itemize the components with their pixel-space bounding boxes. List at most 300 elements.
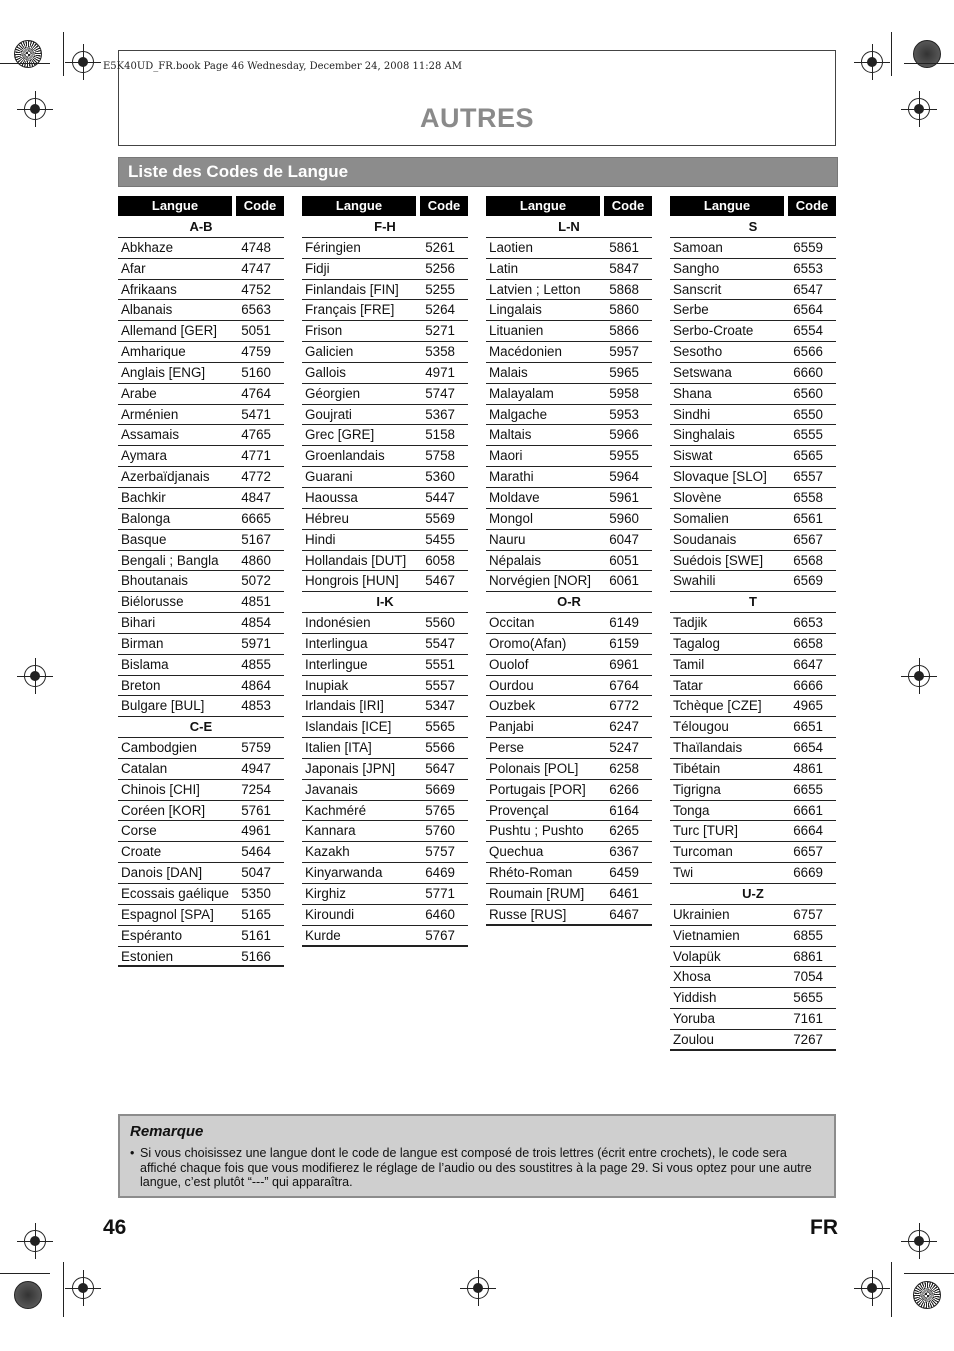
- table-row: [118, 530, 284, 551]
- language-name: Kannara: [305, 823, 356, 839]
- language-code: 5759: [241, 740, 271, 756]
- header-code: Code: [420, 196, 468, 216]
- registration-target-bl2: [72, 1277, 94, 1299]
- table-row: [670, 613, 836, 634]
- language-name: Yiddish: [673, 990, 717, 1006]
- language-code: 6669: [793, 865, 823, 881]
- language-code: 5247: [609, 740, 639, 756]
- registration-target-mr: [908, 665, 930, 687]
- language-code: 6861: [793, 948, 823, 964]
- language-name: Macédonien: [489, 344, 562, 360]
- table-row: [118, 467, 284, 488]
- language-name: Guarani: [305, 469, 353, 485]
- header-code: Code: [236, 196, 284, 216]
- table-row: [486, 676, 652, 697]
- language-code: 7267: [793, 1031, 823, 1047]
- language-code: 6164: [609, 802, 639, 818]
- table-row: [670, 988, 836, 1009]
- language-code: 4764: [241, 385, 271, 401]
- registration-target-tl2: [24, 98, 46, 120]
- table-row: [670, 446, 836, 467]
- table-row: [118, 259, 284, 280]
- language-code: 6149: [609, 615, 639, 631]
- language-code: 7254: [241, 781, 271, 797]
- language-name: Biélorusse: [121, 594, 184, 610]
- crop-line: [904, 1273, 954, 1274]
- header-language: Langue: [670, 196, 784, 216]
- language-code: 5861: [609, 239, 639, 255]
- language-name: Serbo-Croate: [673, 323, 754, 339]
- table-row: [670, 634, 836, 655]
- language-code: 7161: [793, 1011, 823, 1027]
- table-header: [670, 196, 836, 216]
- language-name: Finlandais [FIN]: [305, 281, 399, 297]
- language-code: 5760: [425, 823, 455, 839]
- language-name: Norvégien [NOR]: [489, 573, 591, 589]
- table-row: [486, 717, 652, 738]
- language-code: 6560: [793, 385, 823, 401]
- language-name: Panjabi: [489, 719, 534, 735]
- note-bullet: •: [130, 1146, 135, 1160]
- language-code: 5955: [609, 448, 639, 464]
- table-row: [486, 425, 652, 446]
- language-name: Roumain [RUM]: [489, 886, 585, 901]
- language-name: Chinois [CHI]: [121, 781, 200, 797]
- language-name: Ecossais gaélique: [121, 886, 229, 901]
- table-row: [118, 884, 284, 905]
- table-row: [670, 738, 836, 759]
- registration-target-tr1: [861, 51, 883, 73]
- language-name: Malais: [489, 364, 528, 380]
- language-code: 4747: [241, 260, 271, 276]
- registration-target-bc: [467, 1277, 489, 1299]
- language-code: 4947: [241, 760, 271, 776]
- crop-line: [0, 63, 50, 64]
- language-code: 6772: [609, 698, 639, 714]
- language-name: Samoan: [673, 239, 723, 255]
- language-code: 4772: [241, 469, 271, 485]
- table-row: [486, 384, 652, 405]
- language-code: 6047: [609, 531, 639, 547]
- language-name: Corse: [121, 823, 157, 839]
- language-code: 5464: [241, 844, 271, 860]
- language-name: Allemand [GER]: [121, 323, 218, 339]
- language-code: 5767: [425, 927, 455, 943]
- table-row: [486, 905, 652, 926]
- language-code: 6660: [793, 364, 823, 380]
- language-name: Swahili: [673, 573, 716, 589]
- language-code: 5747: [425, 385, 455, 401]
- language-name: Bulgare [BUL]: [121, 698, 205, 714]
- table-row: [302, 759, 468, 780]
- language-name: Vietnamien: [673, 927, 740, 943]
- note-text: Si vous choisissez une langue dont le code de langue est composé de trois lettres (écrit entre crochets), le code sera affiché chaque fois que vous modifierez le réglage de l’audio ou des soustitres à la page 29. Si vous optez pour une autre langue, c’est plutôt “---” qui apparaîtra.: [140, 1146, 812, 1189]
- table-row: [670, 905, 836, 926]
- table-row: [302, 280, 468, 301]
- language-name: Yoruba: [673, 1011, 715, 1027]
- language-name: Anglais [ENG]: [121, 364, 206, 380]
- language-name: Hollandais [DUT]: [305, 552, 407, 568]
- language-code: 6764: [609, 677, 639, 693]
- language-code: 4771: [241, 448, 271, 464]
- language-name: Ouzbek: [489, 698, 536, 714]
- note-title: Remarque: [130, 1123, 204, 1140]
- language-code: 4971: [425, 364, 455, 380]
- table-row: [486, 467, 652, 488]
- group-heading: F-H: [302, 217, 468, 238]
- table-row: [670, 759, 836, 780]
- language-name: Galicien: [305, 344, 354, 360]
- language-name: Moldave: [489, 489, 540, 505]
- language-code: 6561: [793, 510, 823, 526]
- language-code: 6367: [609, 844, 639, 860]
- language-code: 6855: [793, 927, 823, 943]
- page-number: 46: [103, 1216, 127, 1239]
- language-code: 6547: [793, 281, 823, 297]
- language-code: 4765: [241, 427, 271, 443]
- table-row: [302, 530, 468, 551]
- language-name: Javanais: [305, 781, 358, 797]
- language-code: 5358: [425, 344, 455, 360]
- table-row: [118, 947, 284, 968]
- language-code: 6563: [241, 302, 271, 318]
- table-row: [118, 801, 284, 822]
- language-name: Nauru: [489, 531, 526, 547]
- language-code: 5966: [609, 427, 639, 443]
- table-row: [670, 655, 836, 676]
- table-row: [486, 634, 652, 655]
- language-code: 5960: [609, 510, 639, 526]
- language-code: 6757: [793, 906, 823, 922]
- language-code: 5367: [425, 406, 455, 422]
- language-name: Hindi: [305, 531, 336, 547]
- language-name: Danois [DAN]: [121, 865, 203, 881]
- table-row: [670, 509, 836, 530]
- language-name: Tagalog: [673, 635, 720, 651]
- table-row: [486, 259, 652, 280]
- table-row: [302, 676, 468, 697]
- language-code: 5560: [425, 615, 455, 631]
- crop-line: [0, 1273, 50, 1274]
- language-name: Ouolof: [489, 656, 529, 672]
- table-row: [670, 425, 836, 446]
- table-row: [486, 863, 652, 884]
- language-code: 4864: [241, 677, 271, 693]
- language-code: 6058: [425, 552, 455, 568]
- table-row: [118, 551, 284, 572]
- language-code: 4752: [241, 281, 271, 297]
- language-code: 6655: [793, 781, 823, 797]
- language-code: 5467: [425, 573, 455, 589]
- language-code: 6265: [609, 823, 639, 839]
- language-code: 4965: [793, 698, 823, 714]
- header-language: Langue: [486, 196, 600, 216]
- table-row: [118, 509, 284, 530]
- registration-target-ml: [24, 665, 46, 687]
- language-code: 6565: [793, 448, 823, 464]
- table-row: [670, 571, 836, 592]
- language-name: Arménien: [121, 406, 179, 422]
- table-row: [486, 405, 652, 426]
- table-row: [118, 759, 284, 780]
- language-code: 5964: [609, 469, 639, 485]
- table-row: [670, 405, 836, 426]
- table-row: [670, 363, 836, 384]
- language-code: 6459: [609, 865, 639, 881]
- table-row: [670, 384, 836, 405]
- page-title: AUTRES: [419, 103, 534, 133]
- group-heading: S: [670, 217, 836, 238]
- group-heading: O-R: [486, 592, 652, 613]
- language-code: 5047: [241, 865, 271, 881]
- table-row: [670, 1009, 836, 1030]
- language-name: Zoulou: [673, 1031, 714, 1047]
- registration-target-br2: [861, 1277, 883, 1299]
- language-code: 6664: [793, 823, 823, 839]
- language-code: 5447: [425, 489, 455, 505]
- language-code: 5271: [425, 323, 455, 339]
- language-code: 5161: [241, 927, 271, 943]
- group-heading: I-K: [302, 592, 468, 613]
- language-name: Tonga: [673, 802, 710, 818]
- language-name: Tibétain: [673, 760, 721, 776]
- table-row: [670, 801, 836, 822]
- language-name: Tigrigna: [673, 781, 721, 797]
- table-row: [118, 321, 284, 342]
- language-code: 6558: [793, 489, 823, 505]
- table-row: [670, 696, 836, 717]
- language-name: Télougou: [673, 719, 729, 735]
- language-name: Féringien: [305, 239, 361, 255]
- note-box: [118, 1114, 836, 1198]
- language-code: 6557: [793, 469, 823, 485]
- language-name: Espéranto: [121, 927, 183, 943]
- language-code: 4759: [241, 344, 271, 360]
- language-name: Turcoman: [673, 844, 733, 860]
- language-code: 6564: [793, 302, 823, 318]
- page-language: FR: [810, 1216, 838, 1239]
- table-row: [670, 717, 836, 738]
- language-name: Turc [TUR]: [673, 823, 738, 839]
- language-name: Serbe: [673, 302, 709, 318]
- language-name: Slovaque [SLO]: [673, 469, 767, 485]
- table-row: [486, 842, 652, 863]
- header-code: Code: [604, 196, 652, 216]
- language-code: 5847: [609, 260, 639, 276]
- registration-star-bottom-left: [14, 1281, 42, 1309]
- language-name: Balonga: [121, 510, 171, 526]
- language-name: Bachkir: [121, 489, 166, 505]
- language-code: 5455: [425, 531, 455, 547]
- language-name: Japonais [JPN]: [305, 760, 396, 776]
- language-code: 5471: [241, 406, 271, 422]
- language-name: Arabe: [121, 385, 157, 401]
- language-name: Lituanien: [489, 323, 544, 339]
- language-name: Portugais [POR]: [489, 781, 586, 797]
- table-row: [670, 1030, 836, 1051]
- language-code: 6651: [793, 719, 823, 735]
- table-row: [670, 551, 836, 572]
- language-name: Kurde: [305, 927, 341, 943]
- language-code: 5165: [241, 906, 271, 922]
- registration-target-br1: [908, 1230, 930, 1252]
- language-code: 6666: [793, 677, 823, 693]
- language-name: Perse: [489, 740, 524, 756]
- language-code: 4748: [241, 239, 271, 255]
- table-row: [118, 613, 284, 634]
- table-row: [118, 342, 284, 363]
- table-row: [486, 446, 652, 467]
- language-name: Azerbaïdjanais: [121, 469, 210, 485]
- language-code: 6665: [241, 510, 271, 526]
- language-code: 5347: [425, 698, 455, 714]
- language-code: 6555: [793, 427, 823, 443]
- language-name: Kinyarwanda: [305, 865, 383, 881]
- language-name: Inupiak: [305, 677, 349, 693]
- language-code: 6559: [793, 239, 823, 255]
- language-code: 6654: [793, 740, 823, 756]
- table-row: [302, 801, 468, 822]
- language-name: Abkhaze: [121, 239, 174, 255]
- language-code: 5261: [425, 239, 455, 255]
- table-row: [302, 467, 468, 488]
- language-code: 4861: [793, 760, 823, 776]
- section-title: Liste des Codes de Langue: [128, 162, 349, 181]
- language-name: Setswana: [673, 364, 732, 380]
- table-row: [302, 738, 468, 759]
- language-name: Polonais [POL]: [489, 760, 579, 776]
- table-row: [302, 655, 468, 676]
- language-name: Russe [RUS]: [489, 906, 567, 922]
- language-name: Espagnol [SPA]: [121, 906, 214, 922]
- language-code: 5765: [425, 802, 455, 818]
- table-row: [486, 530, 652, 551]
- crop-line: [63, 32, 64, 76]
- language-name: Afar: [121, 260, 146, 276]
- language-code: 6661: [793, 802, 823, 818]
- table-row: [302, 780, 468, 801]
- table-row: [486, 280, 652, 301]
- table-row: [486, 801, 652, 822]
- table-row: [118, 738, 284, 759]
- table-row: [670, 842, 836, 863]
- language-code: 5868: [609, 281, 639, 297]
- language-name: Hongrois [HUN]: [305, 573, 399, 589]
- table-row: [302, 884, 468, 905]
- crop-line: [63, 1262, 64, 1317]
- language-name: Quechua: [489, 844, 544, 860]
- language-code: 6247: [609, 719, 639, 735]
- table-row: [118, 446, 284, 467]
- language-name: Kazakh: [305, 844, 350, 860]
- table-row: [302, 717, 468, 738]
- language-name: Maltais: [489, 427, 532, 443]
- registration-target-tl1: [72, 51, 94, 73]
- language-code: 5958: [609, 385, 639, 401]
- table-row: [670, 300, 836, 321]
- language-name: Hébreu: [305, 510, 349, 526]
- table-row: [118, 571, 284, 592]
- table-row: [486, 300, 652, 321]
- language-code: 5547: [425, 635, 455, 651]
- table-row: [302, 363, 468, 384]
- table-row: [302, 488, 468, 509]
- language-code: 4847: [241, 489, 271, 505]
- table-row: [118, 863, 284, 884]
- section-title-bar: [118, 157, 838, 187]
- language-name: Kirghiz: [305, 886, 346, 901]
- language-name: Interlingua: [305, 635, 368, 651]
- table-row: [670, 321, 836, 342]
- language-name: Thaïlandais: [673, 740, 743, 756]
- table-row: [670, 467, 836, 488]
- language-name: Afrikaans: [121, 281, 177, 297]
- language-name: Latin: [489, 260, 519, 276]
- table-row: [302, 821, 468, 842]
- language-code: 5758: [425, 448, 455, 464]
- language-name: Sanscrit: [673, 281, 722, 297]
- table-row: [302, 446, 468, 467]
- table-row: [302, 696, 468, 717]
- language-name: Coréen [KOR]: [121, 802, 206, 818]
- table-row: [486, 821, 652, 842]
- language-code: 4851: [241, 594, 271, 610]
- language-name: Groenlandais: [305, 448, 385, 464]
- language-code: 6657: [793, 844, 823, 860]
- language-code: 6568: [793, 552, 823, 568]
- language-code: 5167: [241, 531, 271, 547]
- language-table-column-4: [670, 196, 836, 1051]
- table-row: [670, 259, 836, 280]
- table-row: [302, 238, 468, 259]
- crop-line: [891, 32, 892, 76]
- language-name: Indonésien: [305, 615, 371, 631]
- language-name: Malgache: [489, 406, 548, 422]
- language-name: Estonien: [121, 948, 174, 964]
- language-code: 6258: [609, 760, 639, 776]
- language-name: Bihari: [121, 615, 156, 631]
- language-table-column-2: [302, 196, 468, 947]
- table-row: [302, 259, 468, 280]
- table-row: [486, 238, 652, 259]
- language-code: 5360: [425, 469, 455, 485]
- language-name: Croate: [121, 844, 162, 860]
- language-name: Népalais: [489, 552, 542, 568]
- group-heading: L-N: [486, 217, 652, 238]
- language-name: Provençal: [489, 802, 549, 818]
- language-name: Haoussa: [305, 489, 358, 505]
- language-code: 6567: [793, 531, 823, 547]
- language-name: Tchèque [CZE]: [673, 698, 762, 714]
- table-row: [486, 571, 652, 592]
- table-row: [302, 405, 468, 426]
- table-row: [486, 780, 652, 801]
- table-row: [302, 571, 468, 592]
- table-row: [302, 425, 468, 446]
- table-row: [486, 738, 652, 759]
- language-code: 5566: [425, 740, 455, 756]
- language-code: 5072: [241, 573, 271, 589]
- table-row: [670, 863, 836, 884]
- table-row: [118, 821, 284, 842]
- language-name: Rhéto-Roman: [489, 865, 573, 881]
- table-row: [118, 676, 284, 697]
- registration-target-bl1: [24, 1230, 46, 1252]
- language-code: 5971: [241, 635, 271, 651]
- crop-line: [891, 1262, 892, 1317]
- language-name: Malayalam: [489, 385, 554, 401]
- language-code: 5160: [241, 364, 271, 380]
